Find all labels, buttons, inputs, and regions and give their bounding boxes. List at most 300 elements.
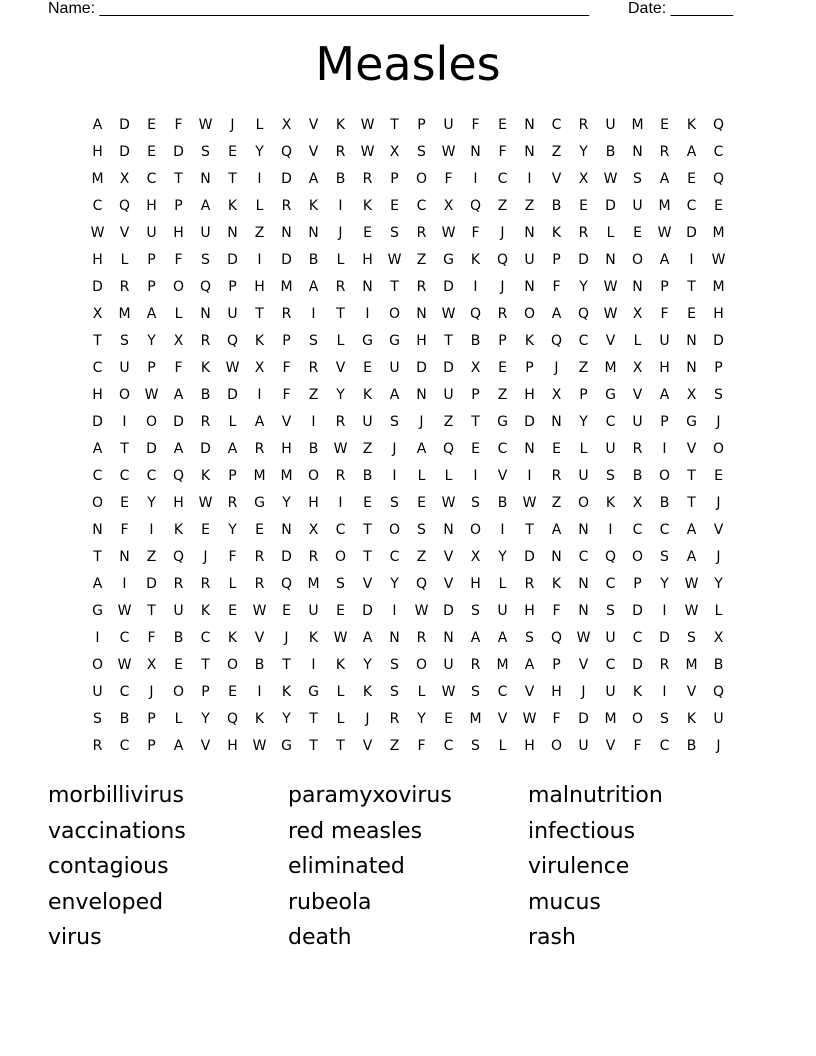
- grid-letter: O: [631, 549, 644, 565]
- grid-letter: F: [174, 360, 183, 376]
- grid-letter: V: [443, 549, 454, 565]
- grid-letter: H: [254, 279, 265, 295]
- grid-letter: J: [716, 414, 721, 430]
- grid-letter: I: [392, 603, 397, 619]
- grid-letter: D: [659, 630, 670, 646]
- grid-letter: L: [444, 468, 453, 484]
- grid-letter: M: [604, 711, 617, 727]
- grid-letter: S: [525, 630, 534, 646]
- grid-letter: W: [252, 738, 267, 754]
- grid-letter: C: [335, 522, 346, 538]
- grid-letter: R: [281, 198, 292, 214]
- grid-letter: D: [200, 441, 211, 457]
- grid-letter: L: [120, 252, 129, 268]
- grid-letter: E: [687, 306, 696, 322]
- grid-letter: P: [525, 360, 534, 376]
- grid-letter: I: [662, 603, 667, 619]
- grid-letter: T: [309, 711, 318, 727]
- grid-letter: W: [441, 144, 456, 160]
- grid-letter: C: [632, 630, 643, 646]
- grid-letter: P: [147, 711, 156, 727]
- grid-letter: O: [415, 657, 428, 673]
- grid-letter: E: [363, 360, 372, 376]
- grid-letter: E: [282, 603, 291, 619]
- grid-letter: X: [389, 144, 400, 160]
- grid-letter: Z: [497, 387, 508, 403]
- grid-letter: D: [443, 360, 454, 376]
- grid-letter: Z: [362, 441, 373, 457]
- grid-letter: X: [173, 333, 184, 349]
- grid-letter: R: [416, 279, 427, 295]
- grid-letter: I: [257, 171, 262, 187]
- grid-letter: E: [174, 657, 183, 673]
- grid-letter: N: [686, 333, 697, 349]
- word-list-item: malnutrition: [528, 783, 663, 808]
- grid-letter: U: [632, 414, 643, 430]
- grid-letter: U: [578, 468, 589, 484]
- grid-letter: J: [392, 441, 397, 457]
- grid-letter: B: [632, 468, 643, 484]
- grid-letter: K: [551, 225, 562, 241]
- grid-letter: Q: [469, 198, 482, 214]
- grid-letter: S: [471, 603, 480, 619]
- grid-letter: Y: [498, 549, 507, 565]
- grid-letter: W: [576, 630, 591, 646]
- grid-letter: C: [605, 414, 616, 430]
- grid-letter: D: [686, 225, 697, 241]
- grid-letter: Y: [336, 387, 345, 403]
- grid-letter: U: [605, 441, 616, 457]
- grid-letter: B: [335, 171, 346, 187]
- grid-letter: O: [118, 387, 131, 403]
- grid-letter: U: [389, 360, 400, 376]
- grid-letter: C: [497, 441, 508, 457]
- page-title: Measles: [315, 37, 501, 91]
- grid-letter: K: [362, 387, 373, 403]
- grid-letter: T: [255, 306, 264, 322]
- grid-letter: C: [119, 468, 130, 484]
- grid-letter: Q: [118, 198, 131, 214]
- grid-letter: M: [280, 279, 293, 295]
- grid-letter: W: [144, 387, 159, 403]
- grid-letter: O: [577, 495, 590, 511]
- grid-letter: E: [228, 603, 237, 619]
- grid-letter: Z: [443, 414, 454, 430]
- grid-letter: I: [122, 414, 127, 430]
- grid-letter: Q: [442, 441, 455, 457]
- grid-letter: L: [714, 603, 723, 619]
- grid-letter: P: [390, 171, 399, 187]
- grid-letter: O: [469, 522, 482, 538]
- grid-letter: P: [147, 252, 156, 268]
- grid-letter: H: [146, 198, 157, 214]
- word-list-item: contagious: [48, 854, 169, 879]
- grid-letter: K: [524, 333, 535, 349]
- grid-letter: Z: [578, 360, 589, 376]
- grid-letter: I: [608, 522, 613, 538]
- grid-letter: O: [334, 549, 347, 565]
- grid-letter: I: [122, 576, 127, 592]
- grid-letter: C: [659, 522, 670, 538]
- grid-letter: R: [389, 711, 400, 727]
- grid-letter: I: [338, 198, 343, 214]
- grid-letter: U: [443, 387, 454, 403]
- grid-letter: M: [307, 576, 320, 592]
- grid-letter: U: [578, 738, 589, 754]
- name-field: Name: _______________________________________________________: [48, 0, 589, 17]
- grid-letter: P: [660, 414, 669, 430]
- grid-letter: W: [522, 711, 537, 727]
- grid-letter: P: [174, 198, 183, 214]
- grid-letter: U: [443, 657, 454, 673]
- grid-letter: I: [527, 171, 532, 187]
- grid-letter: W: [252, 603, 267, 619]
- grid-letter: V: [362, 738, 373, 754]
- grid-letter: G: [443, 252, 454, 268]
- grid-letter: K: [200, 603, 211, 619]
- grid-letter: R: [227, 495, 238, 511]
- grid-letter: N: [308, 225, 319, 241]
- grid-letter: P: [147, 738, 156, 754]
- grid-letter: G: [389, 333, 400, 349]
- grid-letter: J: [203, 549, 208, 565]
- grid-letter: R: [119, 279, 130, 295]
- grid-letter: E: [714, 468, 723, 484]
- grid-letter: T: [444, 333, 453, 349]
- grid-letter: A: [92, 117, 103, 133]
- grid-letter: S: [120, 333, 129, 349]
- grid-letter: R: [254, 549, 265, 565]
- grid-letter: S: [336, 576, 345, 592]
- grid-letter: B: [119, 711, 130, 727]
- grid-letter: P: [147, 279, 156, 295]
- grid-letter: A: [551, 522, 562, 538]
- grid-letter: S: [606, 603, 615, 619]
- grid-letter: I: [257, 684, 262, 700]
- grid-letter: R: [92, 738, 103, 754]
- word-list-item: morbillivirus: [48, 783, 184, 808]
- grid-letter: Y: [255, 144, 264, 160]
- grid-letter: I: [689, 252, 694, 268]
- grid-letter: V: [524, 684, 535, 700]
- grid-letter: Z: [254, 225, 265, 241]
- grid-letter: I: [311, 414, 316, 430]
- grid-letter: K: [632, 684, 643, 700]
- grid-letter: N: [227, 225, 238, 241]
- grid-letter: O: [145, 414, 158, 430]
- grid-letter: F: [552, 279, 561, 295]
- grid-letter: A: [254, 414, 265, 430]
- grid-letter: H: [524, 387, 535, 403]
- grid-letter: H: [92, 144, 103, 160]
- grid-letter: U: [632, 198, 643, 214]
- grid-letter: D: [281, 252, 292, 268]
- word-list-item: vaccinations: [48, 818, 186, 844]
- grid-letter: U: [92, 684, 103, 700]
- grid-letter: C: [578, 549, 589, 565]
- grid-letter: F: [552, 603, 561, 619]
- grid-letter: T: [201, 657, 210, 673]
- grid-letter: A: [686, 549, 697, 565]
- grid-letter: I: [338, 495, 343, 511]
- grid-letter: Z: [497, 198, 508, 214]
- grid-letter: A: [308, 279, 319, 295]
- grid-letter: A: [470, 630, 481, 646]
- grid-letter: D: [443, 603, 454, 619]
- grid-letter: Z: [416, 252, 427, 268]
- grid-letter: V: [497, 468, 508, 484]
- grid-letter: W: [711, 252, 726, 268]
- word-list-item: virus: [48, 925, 102, 950]
- grid-letter: A: [173, 738, 184, 754]
- grid-letter: E: [336, 603, 345, 619]
- grid-letter: L: [498, 738, 507, 754]
- grid-letter: W: [117, 657, 132, 673]
- grid-letter: C: [389, 549, 400, 565]
- grid-letter: D: [119, 117, 130, 133]
- grid-letter: L: [336, 684, 345, 700]
- grid-letter: D: [227, 252, 238, 268]
- grid-letter: D: [416, 360, 427, 376]
- grid-letter: S: [201, 252, 210, 268]
- grid-letter: M: [253, 468, 266, 484]
- grid-letter: A: [497, 630, 508, 646]
- grid-letter: Q: [550, 630, 563, 646]
- grid-letter: I: [662, 441, 667, 457]
- grid-letter: O: [712, 441, 725, 457]
- grid-letter: H: [659, 360, 670, 376]
- grid-letter: Q: [550, 333, 563, 349]
- grid-letter: S: [417, 522, 426, 538]
- grid-letter: U: [605, 684, 616, 700]
- grid-letter: T: [282, 657, 291, 673]
- grid-letter: Q: [577, 306, 590, 322]
- grid-letter: X: [632, 360, 643, 376]
- grid-letter: C: [605, 657, 616, 673]
- grid-letter: E: [714, 198, 723, 214]
- grid-letter: O: [523, 306, 536, 322]
- grid-letter: W: [198, 117, 213, 133]
- grid-letter: O: [91, 495, 104, 511]
- grid-letter: O: [415, 171, 428, 187]
- word-list-item: enveloped: [48, 889, 164, 915]
- grid-letter: W: [441, 684, 456, 700]
- grid-letter: R: [335, 144, 346, 160]
- grid-letter: K: [335, 657, 346, 673]
- grid-letter: E: [444, 711, 453, 727]
- grid-letter: P: [147, 360, 156, 376]
- grid-letter: E: [660, 117, 669, 133]
- grid-letter: K: [605, 495, 616, 511]
- grid-letter: Q: [199, 279, 212, 295]
- grid-letter: M: [91, 171, 104, 187]
- grid-letter: Q: [415, 576, 428, 592]
- grid-letter: R: [173, 576, 184, 592]
- grid-letter: C: [146, 171, 157, 187]
- grid-letter: T: [147, 603, 156, 619]
- grid-letter: R: [470, 657, 481, 673]
- grid-letter: U: [173, 603, 184, 619]
- grid-letter: T: [363, 522, 372, 538]
- grid-letter: O: [388, 522, 401, 538]
- grid-letter: W: [684, 603, 699, 619]
- grid-letter: N: [578, 603, 589, 619]
- grid-letter: M: [496, 657, 509, 673]
- grid-letter: Q: [226, 711, 239, 727]
- grid-letter: M: [631, 117, 644, 133]
- grid-letter: Y: [201, 711, 210, 727]
- grid-letter: P: [228, 279, 237, 295]
- grid-letter: N: [632, 279, 643, 295]
- grid-letter: I: [311, 306, 316, 322]
- grid-letter: N: [470, 144, 481, 160]
- grid-letter: B: [200, 387, 211, 403]
- grid-letter: N: [281, 225, 292, 241]
- grid-letter: N: [416, 387, 427, 403]
- grid-letter: K: [200, 468, 211, 484]
- grid-letter: B: [254, 657, 265, 673]
- grid-letter: O: [631, 711, 644, 727]
- grid-letter: K: [362, 684, 373, 700]
- grid-letter: T: [120, 441, 129, 457]
- grid-letter: E: [417, 495, 426, 511]
- grid-letter: C: [497, 684, 508, 700]
- grid-letter: R: [200, 414, 211, 430]
- grid-letter: V: [551, 171, 562, 187]
- grid-letter: I: [95, 630, 100, 646]
- grid-letter: F: [282, 387, 291, 403]
- grid-letter: W: [603, 306, 618, 322]
- grid-letter: R: [362, 171, 373, 187]
- grid-letter: V: [254, 630, 265, 646]
- grid-letter: K: [254, 333, 265, 349]
- grid-letter: U: [146, 225, 157, 241]
- grid-letter: H: [362, 252, 373, 268]
- grid-letter: G: [254, 495, 265, 511]
- grid-letter: X: [470, 360, 481, 376]
- grid-letter: I: [392, 468, 397, 484]
- grid-letter: F: [174, 117, 183, 133]
- grid-letter: E: [147, 144, 156, 160]
- grid-letter: C: [659, 738, 670, 754]
- grid-letter: J: [419, 414, 424, 430]
- word-list-item: rubeola: [288, 889, 372, 915]
- grid-letter: S: [660, 549, 669, 565]
- grid-letter: K: [254, 711, 265, 727]
- grid-letter: L: [255, 117, 264, 133]
- grid-letter: N: [632, 144, 643, 160]
- grid-letter: E: [120, 495, 129, 511]
- grid-letter: J: [149, 684, 154, 700]
- grid-letter: K: [227, 198, 238, 214]
- grid-letter: E: [255, 522, 264, 538]
- word-list-item: rash: [528, 925, 576, 950]
- grid-letter: C: [146, 468, 157, 484]
- grid-letter: R: [497, 306, 508, 322]
- grid-letter: Y: [282, 711, 291, 727]
- grid-letter: G: [308, 684, 319, 700]
- grid-letter: A: [416, 441, 427, 457]
- grid-letter: S: [390, 225, 399, 241]
- grid-letter: P: [552, 252, 561, 268]
- grid-letter: A: [659, 387, 670, 403]
- grid-letter: W: [441, 225, 456, 241]
- grid-letter: I: [257, 252, 262, 268]
- grid-letter: F: [498, 144, 507, 160]
- grid-letter: E: [498, 360, 507, 376]
- grid-letter: M: [280, 468, 293, 484]
- grid-letter: P: [660, 279, 669, 295]
- grid-letter: W: [333, 441, 348, 457]
- word-list-item: infectious: [528, 818, 636, 844]
- grid-letter: P: [579, 387, 588, 403]
- grid-letter: G: [497, 414, 508, 430]
- grid-letter: N: [524, 144, 535, 160]
- grid-letter: R: [578, 225, 589, 241]
- grid-letter: N: [119, 549, 130, 565]
- grid-letter: X: [551, 387, 562, 403]
- grid-letter: N: [578, 522, 589, 538]
- grid-letter: H: [281, 441, 292, 457]
- grid-letter: U: [524, 252, 535, 268]
- grid-letter: R: [578, 117, 589, 133]
- grid-letter: L: [174, 306, 183, 322]
- grid-letter: U: [362, 414, 373, 430]
- grid-letter: P: [471, 387, 480, 403]
- grid-letter: H: [470, 576, 481, 592]
- grid-letter: A: [389, 387, 400, 403]
- grid-letter: J: [230, 117, 235, 133]
- grid-letter: B: [713, 657, 724, 673]
- grid-letter: O: [631, 252, 644, 268]
- grid-letter: F: [552, 711, 561, 727]
- grid-letter: E: [498, 117, 507, 133]
- grid-letter: T: [93, 333, 102, 349]
- grid-letter: X: [632, 306, 643, 322]
- grid-letter: A: [362, 630, 373, 646]
- grid-letter: R: [254, 576, 265, 592]
- grid-letter: U: [200, 225, 211, 241]
- grid-letter: W: [360, 144, 375, 160]
- grid-letter: Y: [147, 495, 156, 511]
- grid-letter: T: [228, 171, 237, 187]
- grid-letter: V: [605, 333, 616, 349]
- grid-letter: X: [92, 306, 103, 322]
- grid-letter: C: [605, 576, 616, 592]
- grid-letter: P: [228, 468, 237, 484]
- grid-letter: T: [363, 549, 372, 565]
- grid-letter: I: [365, 306, 370, 322]
- grid-letter: R: [335, 468, 346, 484]
- grid-letter: B: [470, 333, 481, 349]
- grid-letter: J: [365, 711, 370, 727]
- grid-letter: G: [92, 603, 103, 619]
- grid-letter: M: [118, 306, 131, 322]
- grid-letter: U: [497, 603, 508, 619]
- grid-letter: W: [387, 252, 402, 268]
- grid-letter: L: [498, 576, 507, 592]
- grid-letter: Z: [524, 198, 535, 214]
- letter-grid: [84, 112, 732, 760]
- grid-letter: U: [443, 117, 454, 133]
- word-list: [48, 780, 768, 958]
- grid-letter: I: [662, 684, 667, 700]
- grid-letter: A: [227, 441, 238, 457]
- grid-letter: L: [228, 576, 237, 592]
- grid-letter: D: [632, 657, 643, 673]
- grid-letter: Q: [226, 333, 239, 349]
- grid-letter: R: [659, 657, 670, 673]
